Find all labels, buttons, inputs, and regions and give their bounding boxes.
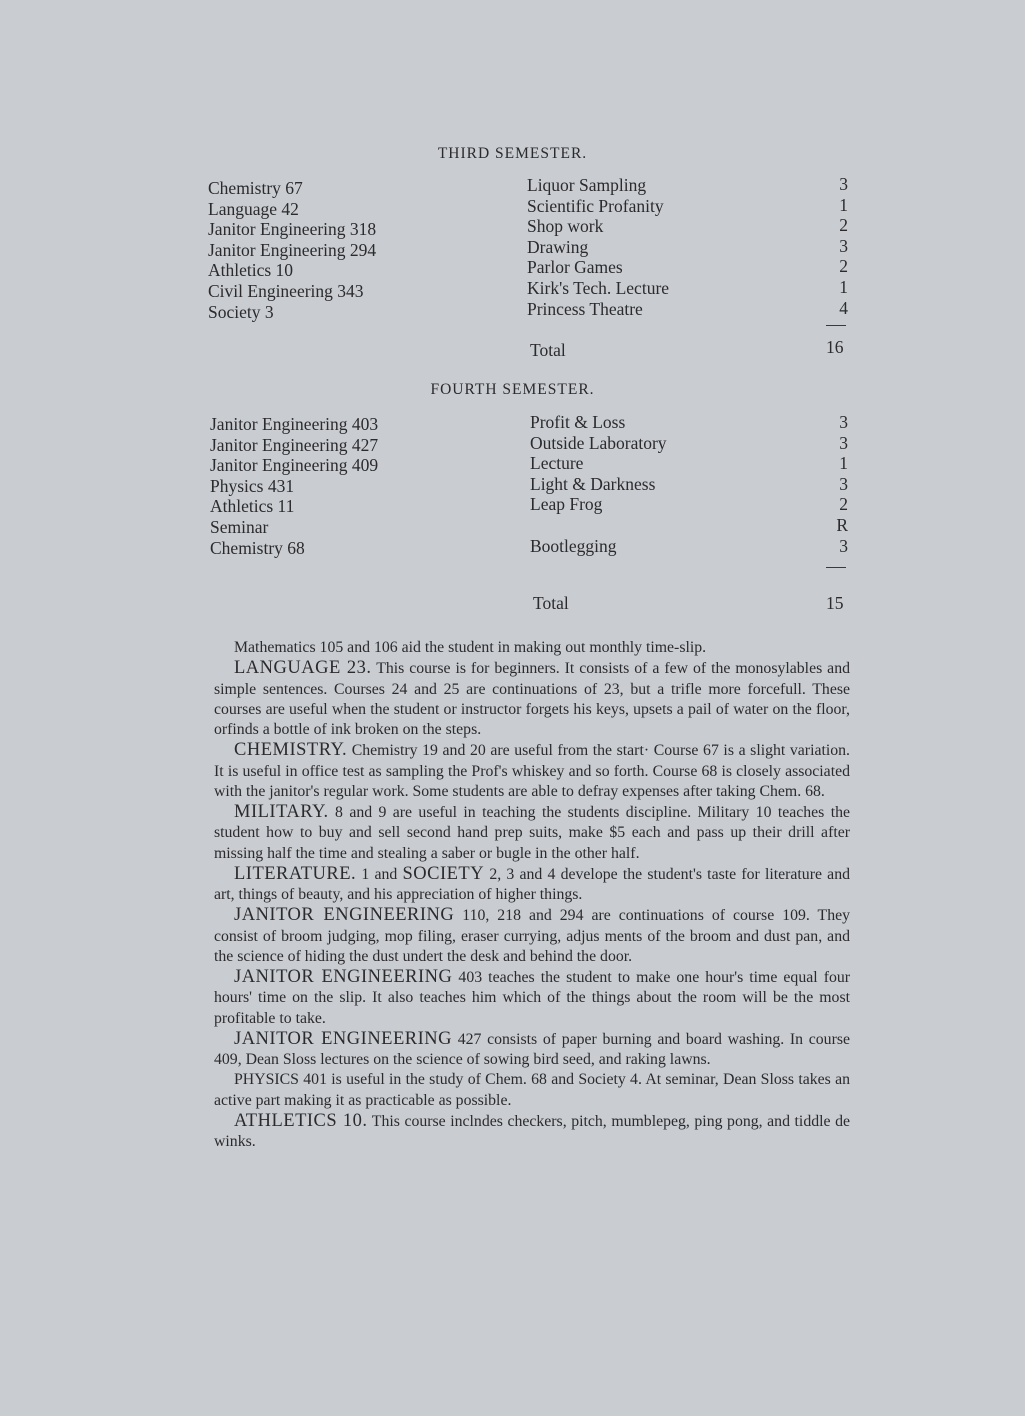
course-item: Athletics 11 xyxy=(210,496,295,517)
credit-value: 3 xyxy=(839,432,848,453)
subject-item: Profit & Loss xyxy=(530,412,626,432)
credit-value: 3 xyxy=(839,174,848,194)
subject-item: Parlor Games xyxy=(527,257,623,278)
fourth-total-value: 15 xyxy=(826,593,844,613)
subject-item: Lecture xyxy=(530,453,584,474)
fourth-semester-courses xyxy=(210,414,378,558)
section-heading: LANGUAGE 23. xyxy=(234,658,372,679)
paragraph-janitor-403 xyxy=(214,967,850,1029)
course-item: Society 3 xyxy=(208,301,274,322)
course-item: Civil Engineering 343 xyxy=(208,280,364,301)
credit-value: 3 xyxy=(839,535,848,556)
subject-item: Drawing xyxy=(527,236,589,257)
paragraph-athletics xyxy=(214,1111,850,1153)
section-text: 427 consists of paper burning and board washing. In course 409, Dean Sloss lectures on the science of sowing bird seed, and raking lawns. xyxy=(214,1030,851,1068)
course-item: Janitor Engineering 403 xyxy=(210,414,379,434)
section-heading: JANITOR ENGINEERING xyxy=(234,905,455,926)
subject-item: Bootlegging xyxy=(530,535,617,556)
course-item: Physics 431 xyxy=(210,475,295,496)
total-rule xyxy=(826,567,846,568)
course-item: Janitor Engineering 294 xyxy=(208,239,377,260)
paragraph-literature xyxy=(214,864,850,906)
section-text: This course inclndes checkers, pitch, mumblepeg, ping pong, and tiddle de winks. xyxy=(214,1112,850,1150)
subject-item: Kirk's Tech. Lecture xyxy=(527,277,670,298)
credit-value: 1 xyxy=(839,276,848,297)
section-heading: JANITOR ENGINEERING xyxy=(234,1028,452,1049)
section-text: Chemistry 19 and 20 are useful from the start· Course 67 is a slight variation. It is useful in office test as sampling the Prof's whiskey and so forth. Course 68 is closely associated with the janitor's regular work. Some students are able to defray expenses after taking Chem. 68. xyxy=(214,742,850,800)
third-semester-courses xyxy=(208,178,376,322)
section-text: 110, 218 and 294 are continuations of course 109. They consist of broom judging, mop filing, eraser currying, adjus ments of the broom and dust pan, and the science of hiding the dust undert the desk and behind the door. xyxy=(214,907,851,965)
course-item: Janitor Engineering 427 xyxy=(210,434,379,455)
paragraph-physics: PHYSICS 401 is useful in the study of Chem. 68 and Society 4. At seminar, Dean Sloss takes an active part making it as practicable as possible. xyxy=(214,1071,850,1109)
course-item: Chemistry 68 xyxy=(210,537,305,558)
section-text: 8 and 9 are useful in teaching the students discipline. Military 10 teaches the student how to buy and sell second hand prep suits, make $5 each and pass up their drill after missing half the time and stealing a saber or bugle in the other half. xyxy=(214,804,850,862)
paragraph-mathematics: Mathematics 105 and 106 aid the student in making out monthly time-slip. xyxy=(234,639,707,656)
section-text: 403 teaches the student to make one hour's time equal four hours' time on the slip. It also teaches him which of the things about the room will be the most profitable to take. xyxy=(214,969,851,1027)
fourth-semester-heading: FOURTH SEMESTER. xyxy=(430,381,595,398)
credit-value: 3 xyxy=(839,412,848,432)
subject-item: Princess Theatre xyxy=(527,298,643,319)
section-text: 1 and xyxy=(356,865,403,883)
subject-item: Outside Laboratory xyxy=(530,432,667,453)
third-semester-subjects xyxy=(527,175,669,319)
section-heading: CHEMISTRY. xyxy=(234,740,348,761)
section-heading: LITERATURE. xyxy=(234,863,357,884)
section-heading: SOCIETY xyxy=(402,863,485,884)
subject-item: Scientific Profanity xyxy=(527,195,664,216)
course-item: Seminar xyxy=(210,516,269,537)
paragraph-janitor-110 xyxy=(214,905,850,967)
course-item: Athletics 10 xyxy=(208,260,294,281)
credit-value: 3 xyxy=(839,473,848,494)
subject-item xyxy=(530,515,667,536)
section-heading: MILITARY. xyxy=(234,802,329,822)
paragraph-janitor-427 xyxy=(214,1029,850,1071)
third-semester-heading: THIRD SEMESTER. xyxy=(437,145,588,162)
fourth-semester-credits xyxy=(808,412,848,556)
credit-value: 2 xyxy=(839,494,848,515)
section-heading: JANITOR ENGINEERING xyxy=(234,967,453,987)
section-text: 2, 3 and 4 develope the student's taste for literature and art, things of beauty, and his appreciation of higher things. xyxy=(214,865,850,903)
credit-value: 2 xyxy=(839,215,848,236)
fourth-total-label: Total xyxy=(533,593,569,613)
third-semester-credits xyxy=(808,174,848,318)
course-item: Janitor Engineering 409 xyxy=(210,455,379,476)
credit-value: 3 xyxy=(839,235,848,256)
paragraph-military xyxy=(214,802,850,864)
subject-item: Liquor Sampling xyxy=(527,175,647,195)
credit-value: 1 xyxy=(839,453,848,474)
credit-value: 1 xyxy=(839,194,848,215)
paragraph-chemistry xyxy=(214,740,850,802)
course-item: Janitor Engineering 318 xyxy=(208,219,377,240)
credit-value: 4 xyxy=(839,297,848,318)
subject-item: Light & Darkness xyxy=(530,473,656,494)
subject-item: Shop work xyxy=(527,216,604,237)
third-total-label: Total xyxy=(530,340,566,360)
subject-item: Leap Frog xyxy=(530,494,603,515)
paragraph-language xyxy=(214,658,850,740)
fourth-semester-subjects xyxy=(530,412,667,556)
section-text: This course is for beginners. It consists of a few of the monosylables and simple sentences. Courses 24 and 25 are continuations of 23, but a trifle more forcefull. These courses are useful when the student or instructor forgets his keys, upsets a pail of water on the floor, orfinds a bottle of ink broken on the steps. xyxy=(214,660,850,738)
course-item: Chemistry 67 xyxy=(208,178,303,198)
credit-value: R xyxy=(836,514,848,535)
course-descriptions xyxy=(214,638,850,1152)
third-total-value: 16 xyxy=(826,337,844,357)
course-item: Language 42 xyxy=(208,198,299,219)
total-rule xyxy=(826,325,846,326)
credit-value: 2 xyxy=(839,256,848,277)
section-heading: ATHLETICS 10. xyxy=(234,1110,368,1131)
